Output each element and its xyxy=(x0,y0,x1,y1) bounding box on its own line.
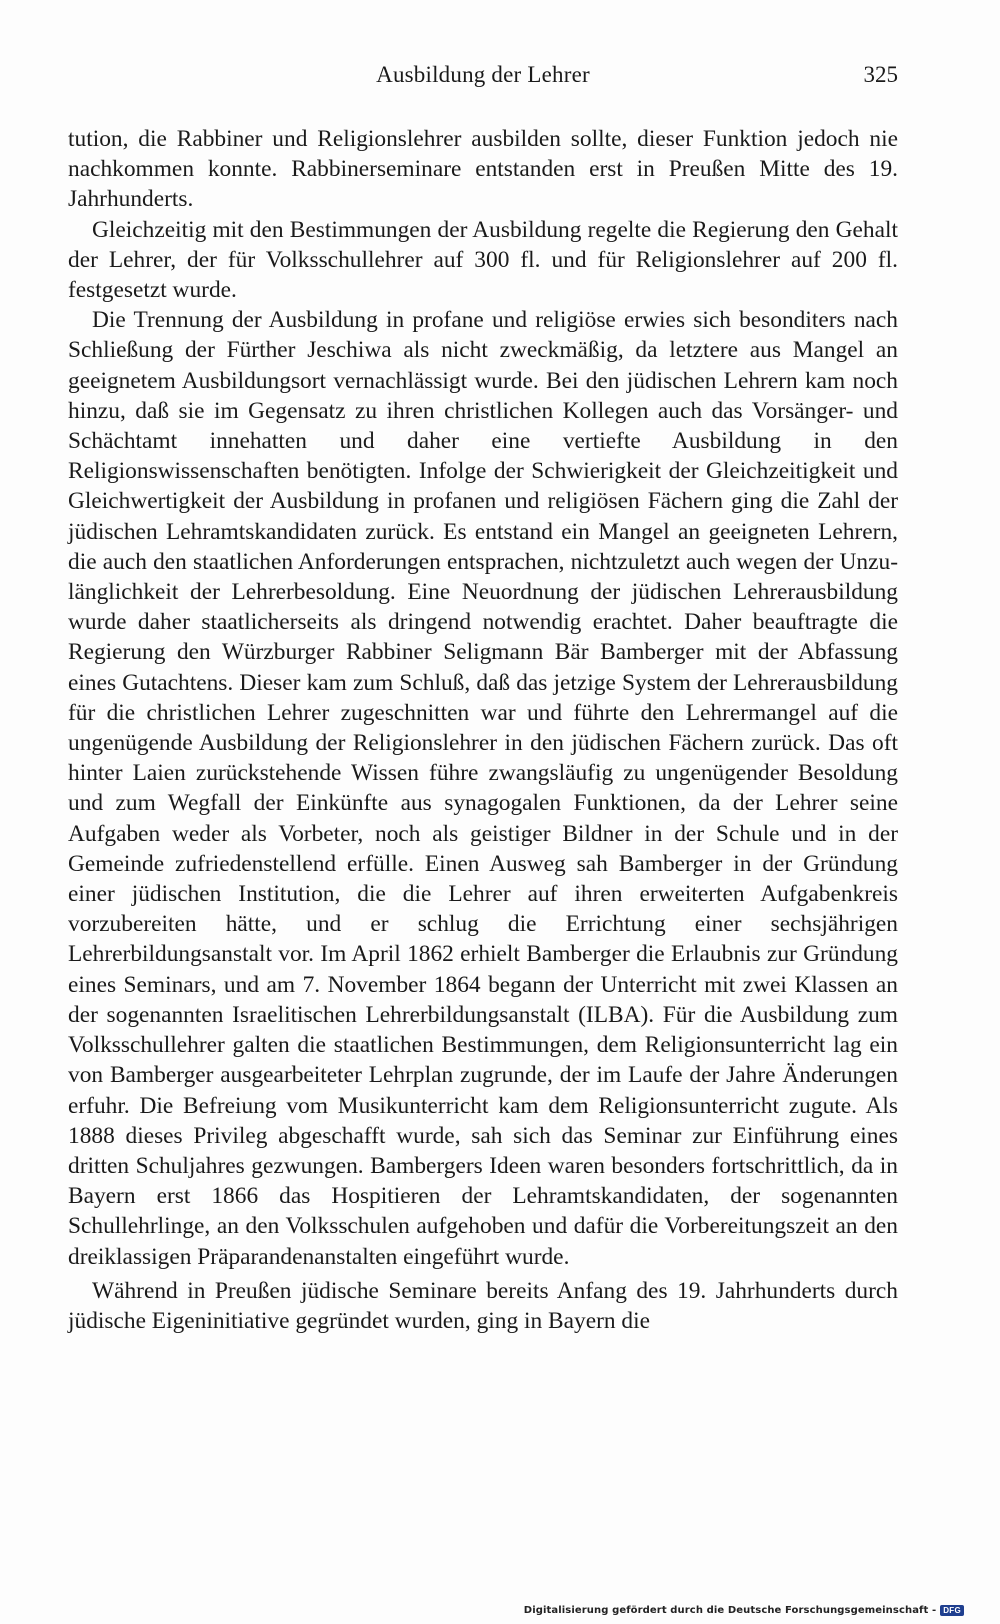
paragraph-prussia: Während in Preußen jüdische Seminare bereits Anfang des 19. Jahrhunderts durch jüdische Eigeninitiative gegründet wurden, ging in Bayern die xyxy=(68,1277,898,1334)
body-text xyxy=(68,124,898,1336)
page-number: 325 xyxy=(863,62,898,87)
paragraph-training-separation: Die Trennung der Ausbildung in profane und religiöse erwies sich besonditers nach Schließung der Fürther Jeschiwa als nicht zweckmäßig, da letztere aus Mangel an geeignetem Ausbildungsort vernachlässigt wurde. Bei den jüdischen Lehrern kam noch hinzu, daß sie im Gegensatz zu ihren christlichen Kollegen auch das Vorsänger- und Schächtamt innehatten und daher eine vertiefte Ausbildung in den Religionswissenschaften benötigten. Infolge der Schwierigkeit der Gleichzeitigkeit und Gleichwertigkeit der Ausbildung in profanen und religiösen Fächern ging die Zahl der jüdischen Lehramtskandidaten zurück. Es entstand ein Mangel an geeigneten Lehrern, die auch den staatlichen Anforderungen entsprachen, nichtzuletzt auch wegen der Unzulänglichkeit der Lehrerbesoldung. Eine Neuordnung der jüdischen Lehrerausbildung wurde daher staatlicherseits als dringend notwendig erachtet. Daher beauftragte die Regierung den Würzburger Rabbiner Seligmann Bär Bamberger mit der Abfassung eines Gutachtens. Dieser kam zum Schluß, daß das jetzige System der Lehrerausbildung für die christlichen Lehrer zugeschnitten war und führte den Lehrermangel auf die ungenügende Ausbildung der Religionslehrer in den jüdischen Fächern zurück. Das oft hinter Laien zurückstehende Wissen führe zwangsläufig zu ungenügender Besoldung und zum Wegfall der Einkünfte aus synagogalen Funktionen, da der Lehrer seine Aufgaben weder als Vorbeter, noch als geistiger Bildner in der Schule und in der Gemeinde zufriedenstellend erfülle. Einen Ausweg sah Bamberger in der Gründung einer jüdischen Institution, die die Lehrer auf ihren erweiterten Aufgabenkreis vorzubereiten hätte, und er schlug die Errichtung einer sechsjährigen Lehrerbildungsanstalt vor. Im April 1862 erhielt Bamberger die Erlaubnis zur Gründung eines Seminars, und am 7. November 1864 begann der Unterricht mit zwei Klassen an der sogenannten Israelitischen Lehrerbildungsanstalt (ILBA). Für die Ausbildung zum Volksschullehrer galten die staatlichen Bestimmungen, dem Religionsunterricht lag ein von Bamberger ausgearbeiteter Lehrplan zugrunde, der im Laufe der Jahre Änderungen erfuhr. Die Befreiung vom Musikunterricht kam dem Religionsunterricht zugute. Als 1888 dieses Privileg abgeschafft wurde, sah sich das Seminar zur Einführung eines dritten Schuljahres gezwungen. Bambergers Ideen waren besonders fortschrittlich, da in Bayern erst 1866 das Hospitieren der Lehramtskandidaten, der sogenannten Schullehrlinge, an den Volksschulen aufgehoben und dafür die Vorbereitungszeit an den dreiklassigen Präparandenanstalten eingeführt wurde. xyxy=(68,307,898,1270)
running-head xyxy=(68,62,898,98)
paragraph-salary: Gleichzeitig mit den Bestimmungen der Ausbildung regelte die Regierung den Gehalt der Lehrer, der für Volksschullehrer auf 300 fl. und für Religionslehrer auf 200 fl. festgesetzt wurde. xyxy=(68,216,898,304)
digitization-footer xyxy=(524,1605,964,1616)
paragraph-continuation: tution, die Rabbiner und Religionslehrer ausbilden sollte, dieser Funktion jedoch nie nachkommen konnte. Rabbinerseminare entstanden erst in Preußen Mitte des 19. Jahrhunderts. xyxy=(68,126,898,213)
running-title: Ausbildung der Lehrer xyxy=(376,62,590,87)
dfg-logo-icon: DFG xyxy=(940,1605,964,1616)
footer-credit-text: Digitalisierung gefördert durch die Deutsche Forschungsgemeinschaft - xyxy=(523,1605,937,1616)
